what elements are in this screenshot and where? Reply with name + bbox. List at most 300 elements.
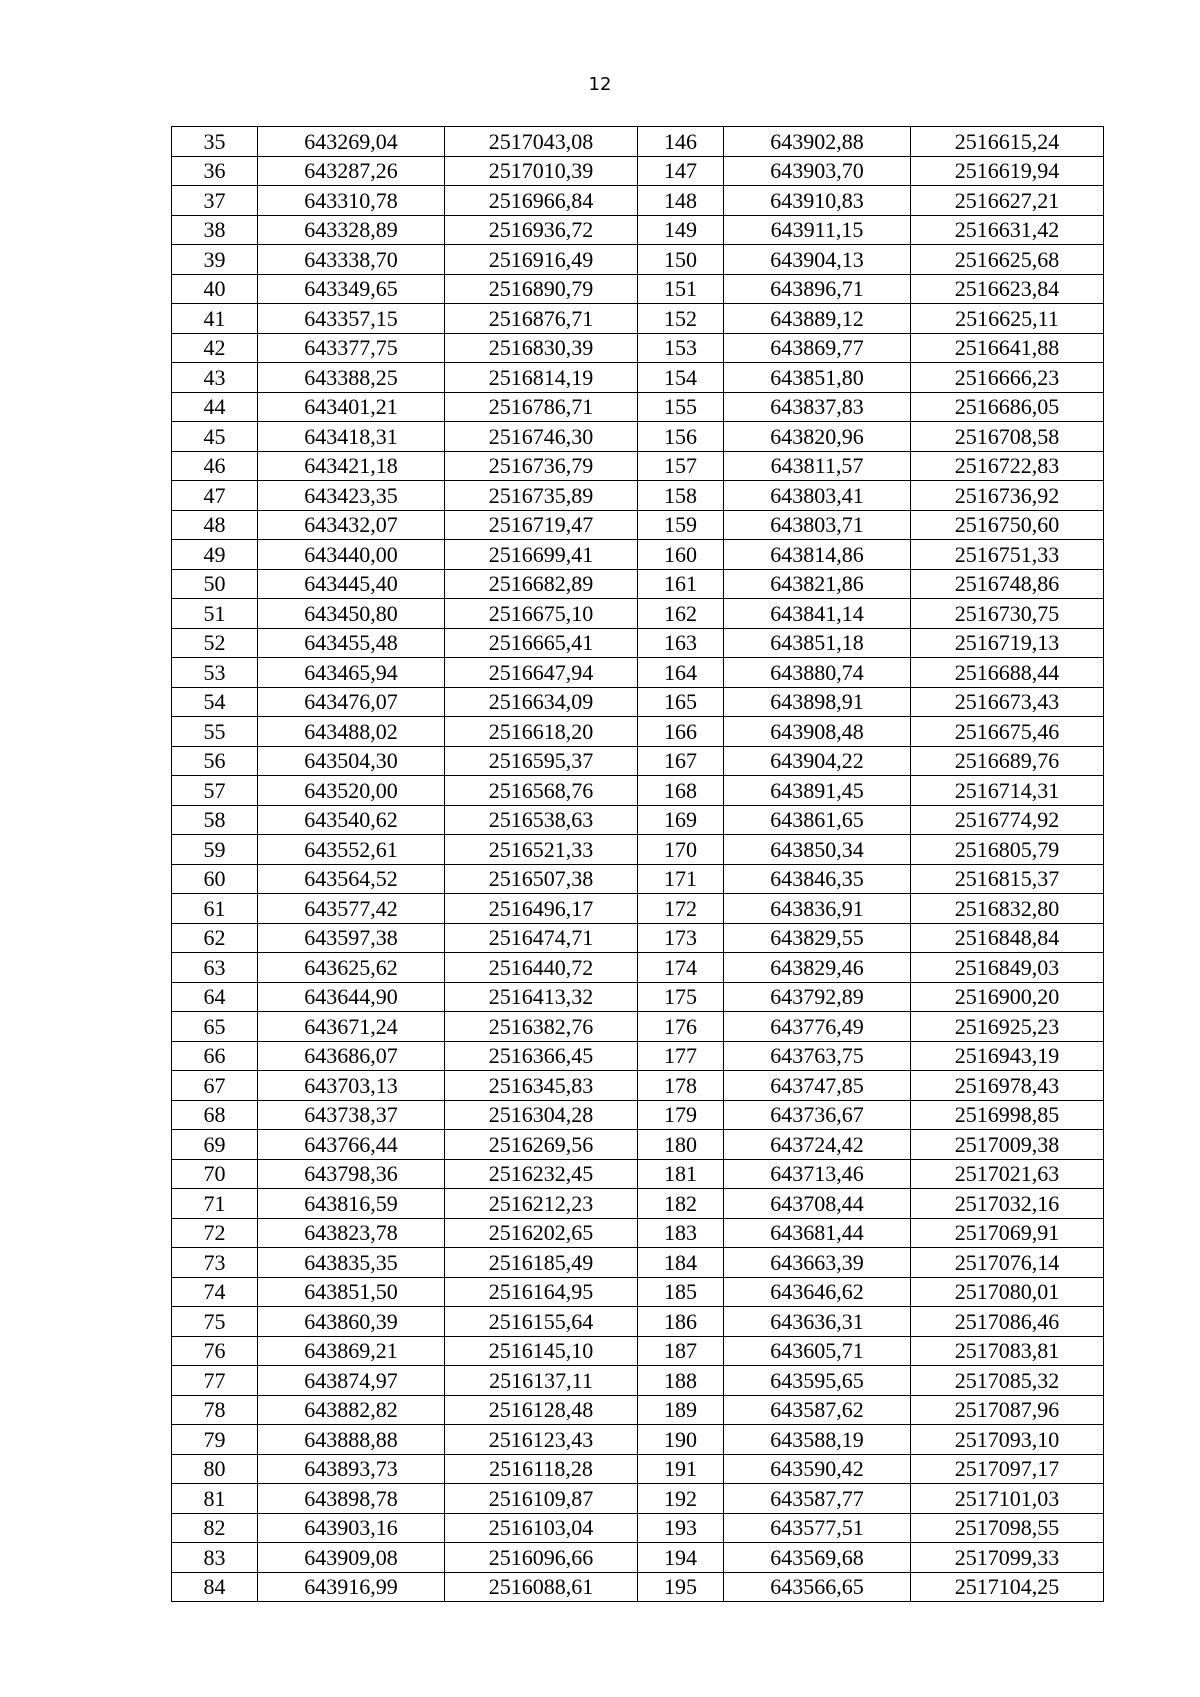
point-number-cell: 62 <box>172 923 258 953</box>
y-coordinate-cell: 2516123,43 <box>445 1425 638 1455</box>
point-number-cell: 167 <box>638 746 724 776</box>
y-coordinate-cell: 2517010,39 <box>445 156 638 186</box>
table-row <box>172 658 1104 688</box>
x-coordinate-cell: 643625,62 <box>258 953 445 983</box>
x-coordinate-cell: 643738,37 <box>258 1100 445 1130</box>
y-coordinate-cell: 2516665,41 <box>445 628 638 658</box>
point-number-cell: 155 <box>638 392 724 422</box>
y-coordinate-cell: 2517101,03 <box>911 1484 1104 1514</box>
x-coordinate-cell: 643587,62 <box>724 1395 911 1425</box>
x-coordinate-cell: 643803,41 <box>724 481 911 511</box>
x-coordinate-cell: 643605,71 <box>724 1336 911 1366</box>
point-number-cell: 148 <box>638 186 724 216</box>
point-number-cell: 57 <box>172 776 258 806</box>
x-coordinate-cell: 643401,21 <box>258 392 445 422</box>
x-coordinate-cell: 643896,71 <box>724 274 911 304</box>
table-row <box>172 186 1104 216</box>
y-coordinate-cell: 2517069,91 <box>911 1218 1104 1248</box>
x-coordinate-cell: 643861,65 <box>724 805 911 835</box>
x-coordinate-cell: 643811,57 <box>724 451 911 481</box>
y-coordinate-cell: 2516623,84 <box>911 274 1104 304</box>
x-coordinate-cell: 643566,65 <box>724 1572 911 1602</box>
x-coordinate-cell: 643889,12 <box>724 304 911 334</box>
y-coordinate-cell: 2516699,41 <box>445 540 638 570</box>
point-number-cell: 42 <box>172 333 258 363</box>
x-coordinate-cell: 643646,62 <box>724 1277 911 1307</box>
table-row <box>172 982 1104 1012</box>
point-number-cell: 179 <box>638 1100 724 1130</box>
x-coordinate-cell: 643916,99 <box>258 1572 445 1602</box>
y-coordinate-cell: 2516625,11 <box>911 304 1104 334</box>
y-coordinate-cell: 2517085,32 <box>911 1366 1104 1396</box>
point-number-cell: 188 <box>638 1366 724 1396</box>
x-coordinate-cell: 643577,42 <box>258 894 445 924</box>
point-number-cell: 78 <box>172 1395 258 1425</box>
y-coordinate-cell: 2516164,95 <box>445 1277 638 1307</box>
point-number-cell: 174 <box>638 953 724 983</box>
point-number-cell: 77 <box>172 1366 258 1396</box>
x-coordinate-cell: 643792,89 <box>724 982 911 1012</box>
y-coordinate-cell: 2517083,81 <box>911 1336 1104 1366</box>
point-number-cell: 184 <box>638 1248 724 1278</box>
table-row <box>172 1071 1104 1101</box>
y-coordinate-cell: 2516304,28 <box>445 1100 638 1130</box>
y-coordinate-cell: 2516615,24 <box>911 127 1104 157</box>
x-coordinate-cell: 643577,51 <box>724 1513 911 1543</box>
y-coordinate-cell: 2516830,39 <box>445 333 638 363</box>
y-coordinate-cell: 2517009,38 <box>911 1130 1104 1160</box>
point-number-cell: 79 <box>172 1425 258 1455</box>
point-number-cell: 38 <box>172 215 258 245</box>
x-coordinate-cell: 643829,46 <box>724 953 911 983</box>
point-number-cell: 177 <box>638 1041 724 1071</box>
y-coordinate-cell: 2516876,71 <box>445 304 638 334</box>
y-coordinate-cell: 2516708,58 <box>911 422 1104 452</box>
x-coordinate-cell: 643904,13 <box>724 245 911 275</box>
point-number-cell: 83 <box>172 1543 258 1573</box>
point-number-cell: 36 <box>172 156 258 186</box>
y-coordinate-cell: 2516345,83 <box>445 1071 638 1101</box>
table-row <box>172 628 1104 658</box>
point-number-cell: 52 <box>172 628 258 658</box>
y-coordinate-cell: 2516185,49 <box>445 1248 638 1278</box>
y-coordinate-cell: 2516496,17 <box>445 894 638 924</box>
point-number-cell: 165 <box>638 687 724 717</box>
y-coordinate-cell: 2516943,19 <box>911 1041 1104 1071</box>
point-number-cell: 49 <box>172 540 258 570</box>
x-coordinate-cell: 643904,22 <box>724 746 911 776</box>
y-coordinate-cell: 2517032,16 <box>911 1189 1104 1219</box>
x-coordinate-cell: 643418,31 <box>258 422 445 452</box>
y-coordinate-cell: 2516682,89 <box>445 569 638 599</box>
y-coordinate-cell: 2517097,17 <box>911 1454 1104 1484</box>
table-row <box>172 1218 1104 1248</box>
point-number-cell: 147 <box>638 156 724 186</box>
point-number-cell: 71 <box>172 1189 258 1219</box>
point-number-cell: 65 <box>172 1012 258 1042</box>
coordinates-table <box>171 126 1104 1602</box>
y-coordinate-cell: 2516440,72 <box>445 953 638 983</box>
point-number-cell: 195 <box>638 1572 724 1602</box>
point-number-cell: 158 <box>638 481 724 511</box>
x-coordinate-cell: 643850,34 <box>724 835 911 865</box>
point-number-cell: 194 <box>638 1543 724 1573</box>
y-coordinate-cell: 2516155,64 <box>445 1307 638 1337</box>
y-coordinate-cell: 2516675,46 <box>911 717 1104 747</box>
table-row <box>172 156 1104 186</box>
y-coordinate-cell: 2516568,76 <box>445 776 638 806</box>
point-number-cell: 45 <box>172 422 258 452</box>
x-coordinate-cell: 643269,04 <box>258 127 445 157</box>
x-coordinate-cell: 643798,36 <box>258 1159 445 1189</box>
point-number-cell: 37 <box>172 186 258 216</box>
x-coordinate-cell: 643841,14 <box>724 599 911 629</box>
table-row <box>172 304 1104 334</box>
y-coordinate-cell: 2516618,20 <box>445 717 638 747</box>
y-coordinate-cell: 2516786,71 <box>445 392 638 422</box>
table-row <box>172 569 1104 599</box>
y-coordinate-cell: 2516507,38 <box>445 864 638 894</box>
point-number-cell: 48 <box>172 510 258 540</box>
table-row <box>172 746 1104 776</box>
point-number-cell: 40 <box>172 274 258 304</box>
x-coordinate-cell: 643671,24 <box>258 1012 445 1042</box>
table-row <box>172 1543 1104 1573</box>
point-number-cell: 166 <box>638 717 724 747</box>
point-number-cell: 187 <box>638 1336 724 1366</box>
point-number-cell: 56 <box>172 746 258 776</box>
y-coordinate-cell: 2516730,75 <box>911 599 1104 629</box>
x-coordinate-cell: 643465,94 <box>258 658 445 688</box>
x-coordinate-cell: 643357,15 <box>258 304 445 334</box>
y-coordinate-cell: 2516212,23 <box>445 1189 638 1219</box>
point-number-cell: 74 <box>172 1277 258 1307</box>
point-number-cell: 178 <box>638 1071 724 1101</box>
y-coordinate-cell: 2516673,43 <box>911 687 1104 717</box>
point-number-cell: 170 <box>638 835 724 865</box>
x-coordinate-cell: 643445,40 <box>258 569 445 599</box>
point-number-cell: 81 <box>172 1484 258 1514</box>
y-coordinate-cell: 2516641,88 <box>911 333 1104 363</box>
table-row <box>172 1159 1104 1189</box>
point-number-cell: 180 <box>638 1130 724 1160</box>
x-coordinate-cell: 643846,35 <box>724 864 911 894</box>
table-row <box>172 392 1104 422</box>
point-number-cell: 153 <box>638 333 724 363</box>
point-number-cell: 169 <box>638 805 724 835</box>
y-coordinate-cell: 2516774,92 <box>911 805 1104 835</box>
point-number-cell: 51 <box>172 599 258 629</box>
point-number-cell: 58 <box>172 805 258 835</box>
y-coordinate-cell: 2516538,63 <box>445 805 638 835</box>
point-number-cell: 186 <box>638 1307 724 1337</box>
table-row <box>172 215 1104 245</box>
x-coordinate-cell: 643736,67 <box>724 1100 911 1130</box>
x-coordinate-cell: 643776,49 <box>724 1012 911 1042</box>
y-coordinate-cell: 2516750,60 <box>911 510 1104 540</box>
y-coordinate-cell: 2516722,83 <box>911 451 1104 481</box>
x-coordinate-cell: 643869,21 <box>258 1336 445 1366</box>
y-coordinate-cell: 2516966,84 <box>445 186 638 216</box>
x-coordinate-cell: 643703,13 <box>258 1071 445 1101</box>
y-coordinate-cell: 2516145,10 <box>445 1336 638 1366</box>
x-coordinate-cell: 643636,31 <box>724 1307 911 1337</box>
point-number-cell: 161 <box>638 569 724 599</box>
y-coordinate-cell: 2517104,25 <box>911 1572 1104 1602</box>
point-number-cell: 84 <box>172 1572 258 1602</box>
x-coordinate-cell: 643869,77 <box>724 333 911 363</box>
x-coordinate-cell: 643681,44 <box>724 1218 911 1248</box>
point-number-cell: 183 <box>638 1218 724 1248</box>
y-coordinate-cell: 2516202,65 <box>445 1218 638 1248</box>
point-number-cell: 53 <box>172 658 258 688</box>
table-row <box>172 864 1104 894</box>
y-coordinate-cell: 2516714,31 <box>911 776 1104 806</box>
table-row <box>172 776 1104 806</box>
point-number-cell: 151 <box>638 274 724 304</box>
y-coordinate-cell: 2516890,79 <box>445 274 638 304</box>
point-number-cell: 39 <box>172 245 258 275</box>
y-coordinate-cell: 2516925,23 <box>911 1012 1104 1042</box>
point-number-cell: 69 <box>172 1130 258 1160</box>
y-coordinate-cell: 2516736,92 <box>911 481 1104 511</box>
point-number-cell: 164 <box>638 658 724 688</box>
y-coordinate-cell: 2517076,14 <box>911 1248 1104 1278</box>
table-row <box>172 422 1104 452</box>
y-coordinate-cell: 2516474,71 <box>445 923 638 953</box>
point-number-cell: 73 <box>172 1248 258 1278</box>
x-coordinate-cell: 643829,55 <box>724 923 911 953</box>
table-row <box>172 1307 1104 1337</box>
point-number-cell: 150 <box>638 245 724 275</box>
point-number-cell: 175 <box>638 982 724 1012</box>
y-coordinate-cell: 2517098,55 <box>911 1513 1104 1543</box>
x-coordinate-cell: 643766,44 <box>258 1130 445 1160</box>
x-coordinate-cell: 643835,35 <box>258 1248 445 1278</box>
x-coordinate-cell: 643440,00 <box>258 540 445 570</box>
point-number-cell: 176 <box>638 1012 724 1042</box>
x-coordinate-cell: 643663,39 <box>724 1248 911 1278</box>
y-coordinate-cell: 2517093,10 <box>911 1425 1104 1455</box>
y-coordinate-cell: 2516746,30 <box>445 422 638 452</box>
point-number-cell: 185 <box>638 1277 724 1307</box>
x-coordinate-cell: 643423,35 <box>258 481 445 511</box>
x-coordinate-cell: 643836,91 <box>724 894 911 924</box>
table-row <box>172 333 1104 363</box>
table-row <box>172 1100 1104 1130</box>
y-coordinate-cell: 2516096,66 <box>445 1543 638 1573</box>
table-row <box>172 835 1104 865</box>
point-number-cell: 54 <box>172 687 258 717</box>
point-number-cell: 80 <box>172 1454 258 1484</box>
table-row <box>172 1454 1104 1484</box>
point-number-cell: 146 <box>638 127 724 157</box>
y-coordinate-cell: 2516848,84 <box>911 923 1104 953</box>
x-coordinate-cell: 643686,07 <box>258 1041 445 1071</box>
y-coordinate-cell: 2517086,46 <box>911 1307 1104 1337</box>
point-number-cell: 193 <box>638 1513 724 1543</box>
y-coordinate-cell: 2516103,04 <box>445 1513 638 1543</box>
x-coordinate-cell: 643763,75 <box>724 1041 911 1071</box>
x-coordinate-cell: 643898,91 <box>724 687 911 717</box>
point-number-cell: 154 <box>638 363 724 393</box>
point-number-cell: 171 <box>638 864 724 894</box>
y-coordinate-cell: 2517087,96 <box>911 1395 1104 1425</box>
table-row <box>172 481 1104 511</box>
point-number-cell: 159 <box>638 510 724 540</box>
y-coordinate-cell: 2516686,05 <box>911 392 1104 422</box>
point-number-cell: 76 <box>172 1336 258 1366</box>
y-coordinate-cell: 2517080,01 <box>911 1277 1104 1307</box>
y-coordinate-cell: 2516232,45 <box>445 1159 638 1189</box>
table-row <box>172 1395 1104 1425</box>
point-number-cell: 82 <box>172 1513 258 1543</box>
point-number-cell: 191 <box>638 1454 724 1484</box>
y-coordinate-cell: 2516647,94 <box>445 658 638 688</box>
x-coordinate-cell: 643837,83 <box>724 392 911 422</box>
table-row <box>172 717 1104 747</box>
y-coordinate-cell: 2517021,63 <box>911 1159 1104 1189</box>
point-number-cell: 68 <box>172 1100 258 1130</box>
x-coordinate-cell: 643903,70 <box>724 156 911 186</box>
table-row <box>172 687 1104 717</box>
x-coordinate-cell: 643909,08 <box>258 1543 445 1573</box>
point-number-cell: 50 <box>172 569 258 599</box>
point-number-cell: 60 <box>172 864 258 894</box>
y-coordinate-cell: 2516849,03 <box>911 953 1104 983</box>
point-number-cell: 157 <box>638 451 724 481</box>
x-coordinate-cell: 643823,78 <box>258 1218 445 1248</box>
y-coordinate-cell: 2516675,10 <box>445 599 638 629</box>
table-row <box>172 1130 1104 1160</box>
x-coordinate-cell: 643911,15 <box>724 215 911 245</box>
table-row <box>172 540 1104 570</box>
y-coordinate-cell: 2516366,45 <box>445 1041 638 1071</box>
x-coordinate-cell: 643564,52 <box>258 864 445 894</box>
x-coordinate-cell: 643908,48 <box>724 717 911 747</box>
x-coordinate-cell: 643310,78 <box>258 186 445 216</box>
point-number-cell: 46 <box>172 451 258 481</box>
x-coordinate-cell: 643388,25 <box>258 363 445 393</box>
x-coordinate-cell: 643587,77 <box>724 1484 911 1514</box>
table-row <box>172 1513 1104 1543</box>
x-coordinate-cell: 643287,26 <box>258 156 445 186</box>
point-number-cell: 168 <box>638 776 724 806</box>
point-number-cell: 67 <box>172 1071 258 1101</box>
x-coordinate-cell: 643891,45 <box>724 776 911 806</box>
x-coordinate-cell: 643814,86 <box>724 540 911 570</box>
y-coordinate-cell: 2516619,94 <box>911 156 1104 186</box>
x-coordinate-cell: 643328,89 <box>258 215 445 245</box>
y-coordinate-cell: 2516269,56 <box>445 1130 638 1160</box>
table-row <box>172 1189 1104 1219</box>
x-coordinate-cell: 643713,46 <box>724 1159 911 1189</box>
table-row <box>172 1336 1104 1366</box>
point-number-cell: 75 <box>172 1307 258 1337</box>
y-coordinate-cell: 2516382,76 <box>445 1012 638 1042</box>
table-row <box>172 127 1104 157</box>
x-coordinate-cell: 643882,82 <box>258 1395 445 1425</box>
y-coordinate-cell: 2516936,72 <box>445 215 638 245</box>
y-coordinate-cell: 2516978,43 <box>911 1071 1104 1101</box>
point-number-cell: 173 <box>638 923 724 953</box>
x-coordinate-cell: 643540,62 <box>258 805 445 835</box>
x-coordinate-cell: 643724,42 <box>724 1130 911 1160</box>
point-number-cell: 160 <box>638 540 724 570</box>
y-coordinate-cell: 2516814,19 <box>445 363 638 393</box>
y-coordinate-cell: 2516832,80 <box>911 894 1104 924</box>
x-coordinate-cell: 643747,85 <box>724 1071 911 1101</box>
table-row <box>172 510 1104 540</box>
x-coordinate-cell: 643821,86 <box>724 569 911 599</box>
table-row <box>172 245 1104 275</box>
point-number-cell: 35 <box>172 127 258 157</box>
x-coordinate-cell: 643488,02 <box>258 717 445 747</box>
y-coordinate-cell: 2516688,44 <box>911 658 1104 688</box>
point-number-cell: 63 <box>172 953 258 983</box>
y-coordinate-cell: 2516666,23 <box>911 363 1104 393</box>
x-coordinate-cell: 643450,80 <box>258 599 445 629</box>
x-coordinate-cell: 643851,80 <box>724 363 911 393</box>
y-coordinate-cell: 2517043,08 <box>445 127 638 157</box>
x-coordinate-cell: 643504,30 <box>258 746 445 776</box>
y-coordinate-cell: 2516748,86 <box>911 569 1104 599</box>
y-coordinate-cell: 2516128,48 <box>445 1395 638 1425</box>
table-row <box>172 1248 1104 1278</box>
x-coordinate-cell: 643820,96 <box>724 422 911 452</box>
x-coordinate-cell: 643902,88 <box>724 127 911 157</box>
table-row <box>172 1366 1104 1396</box>
x-coordinate-cell: 643860,39 <box>258 1307 445 1337</box>
x-coordinate-cell: 643455,48 <box>258 628 445 658</box>
point-number-cell: 41 <box>172 304 258 334</box>
x-coordinate-cell: 643903,16 <box>258 1513 445 1543</box>
y-coordinate-cell: 2516088,61 <box>445 1572 638 1602</box>
point-number-cell: 64 <box>172 982 258 1012</box>
coordinates-table-body <box>172 127 1104 1602</box>
y-coordinate-cell: 2516625,68 <box>911 245 1104 275</box>
point-number-cell: 47 <box>172 481 258 511</box>
x-coordinate-cell: 643708,44 <box>724 1189 911 1219</box>
x-coordinate-cell: 643590,42 <box>724 1454 911 1484</box>
table-row <box>172 363 1104 393</box>
y-coordinate-cell: 2516815,37 <box>911 864 1104 894</box>
x-coordinate-cell: 643893,73 <box>258 1454 445 1484</box>
x-coordinate-cell: 643595,65 <box>724 1366 911 1396</box>
point-number-cell: 55 <box>172 717 258 747</box>
x-coordinate-cell: 643910,83 <box>724 186 911 216</box>
x-coordinate-cell: 643421,18 <box>258 451 445 481</box>
y-coordinate-cell: 2516916,49 <box>445 245 638 275</box>
y-coordinate-cell: 2516118,28 <box>445 1454 638 1484</box>
y-coordinate-cell: 2516900,20 <box>911 982 1104 1012</box>
page-number: 12 <box>588 74 612 95</box>
point-number-cell: 152 <box>638 304 724 334</box>
y-coordinate-cell: 2516689,76 <box>911 746 1104 776</box>
point-number-cell: 189 <box>638 1395 724 1425</box>
x-coordinate-cell: 643520,00 <box>258 776 445 806</box>
y-coordinate-cell: 2516137,11 <box>445 1366 638 1396</box>
x-coordinate-cell: 643432,07 <box>258 510 445 540</box>
table-row <box>172 953 1104 983</box>
y-coordinate-cell: 2516751,33 <box>911 540 1104 570</box>
x-coordinate-cell: 643851,50 <box>258 1277 445 1307</box>
x-coordinate-cell: 643338,70 <box>258 245 445 275</box>
point-number-cell: 66 <box>172 1041 258 1071</box>
table-row <box>172 894 1104 924</box>
x-coordinate-cell: 643476,07 <box>258 687 445 717</box>
point-number-cell: 44 <box>172 392 258 422</box>
